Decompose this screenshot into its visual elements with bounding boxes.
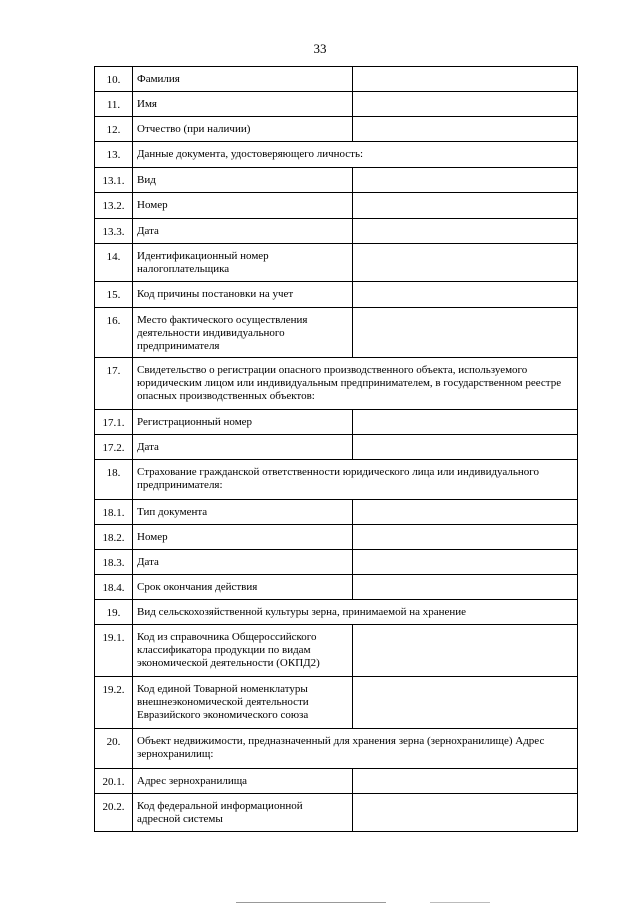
field-value-cell[interactable] [353,219,578,244]
scan-edge-line-2 [430,902,490,903]
row-number: 18.3. [95,550,133,575]
row-number: 12. [95,117,133,142]
row-number: 13.2. [95,193,133,219]
field-label: Дата [133,219,353,244]
field-value-cell[interactable] [353,500,578,525]
section-heading: Свидетельство о регистрации опасного производственного объекта, используемого юридическим лицом или индивидуальным предпринимателем, в государственном реестре опасных производственных объектов: [133,358,578,410]
form-field-row [95,193,578,219]
field-value-cell[interactable] [353,677,578,729]
field-value-cell[interactable] [353,435,578,460]
form-field-row [95,308,578,358]
form-field-row [95,794,578,832]
form-field-row [95,525,578,550]
form-field-row [95,282,578,308]
row-number: 14. [95,244,133,282]
row-number: 18. [95,460,133,500]
field-label: Код федеральной информационной адресной системы [133,794,353,832]
form-field-row [95,92,578,117]
field-label: Вид [133,168,353,193]
field-value-cell[interactable] [353,244,578,282]
form-field-row [95,410,578,435]
field-label: Идентификационный номер налогоплательщика [133,244,353,282]
section-heading: Страхование гражданской ответственности юридического лица или индивидуального предпринимателя: [133,460,578,500]
row-number: 19.1. [95,625,133,677]
field-label: Срок окончания действия [133,575,353,600]
section-heading: Объект недвижимости, предназначенный для хранения зерна (зернохранилище) Адрес зернохранилищ: [133,729,578,769]
form-field-row [95,117,578,142]
form-field-row [95,500,578,525]
section-heading: Вид сельскохозяйственной культуры зерна, принимаемой на хранение [133,600,578,625]
row-number: 17.2. [95,435,133,460]
field-value-cell[interactable] [353,92,578,117]
row-number: 10. [95,67,133,92]
row-number: 18.4. [95,575,133,600]
field-label: Код причины постановки на учет [133,282,353,308]
form-field-row [95,435,578,460]
field-value-cell[interactable] [353,282,578,308]
field-value-cell[interactable] [353,525,578,550]
scan-edge-line [236,902,386,903]
field-value-cell[interactable] [353,625,578,677]
row-number: 18.2. [95,525,133,550]
form-section-row [95,142,578,168]
field-value-cell[interactable] [353,550,578,575]
row-number: 17. [95,358,133,410]
row-number: 11. [95,92,133,117]
field-label: Тип документа [133,500,353,525]
field-value-cell[interactable] [353,67,578,92]
form-field-row [95,168,578,193]
registry-form-table [94,66,578,832]
field-value-cell[interactable] [353,575,578,600]
field-label: Код из справочника Общероссийского классификатора продукции по видам экономической деятельности (ОКПД2) [133,625,353,677]
field-value-cell[interactable] [353,769,578,794]
field-label: Дата [133,435,353,460]
form-field-row [95,219,578,244]
form-section-row [95,358,578,410]
field-value-cell[interactable] [353,410,578,435]
form-field-row [95,625,578,677]
form-section-row [95,460,578,500]
row-number: 13.1. [95,168,133,193]
form-field-row [95,575,578,600]
row-number: 13.3. [95,219,133,244]
form-field-row [95,769,578,794]
field-label: Фамилия [133,67,353,92]
field-value-cell[interactable] [353,193,578,219]
field-label: Регистрационный номер [133,410,353,435]
form-field-row [95,67,578,92]
field-label: Код единой Товарной номенклатуры внешнеэкономической деятельности Евразийского экономического союза [133,677,353,729]
form-field-row [95,550,578,575]
row-number: 16. [95,308,133,358]
form-section-row [95,600,578,625]
row-number: 20.1. [95,769,133,794]
field-label: Место фактического осуществления деятельности индивидуального предпринимателя [133,308,353,358]
field-value-cell[interactable] [353,168,578,193]
row-number: 19.2. [95,677,133,729]
field-label: Номер [133,193,353,219]
field-label: Адрес зернохранилища [133,769,353,794]
form-field-row [95,677,578,729]
form-section-row [95,729,578,769]
field-value-cell[interactable] [353,308,578,358]
row-number: 15. [95,282,133,308]
page-number: 33 [313,41,327,56]
row-number: 20.2. [95,794,133,832]
row-number: 20. [95,729,133,769]
row-number: 13. [95,142,133,168]
field-label: Номер [133,525,353,550]
field-value-cell[interactable] [353,794,578,832]
field-label: Отчество (при наличии) [133,117,353,142]
field-label: Имя [133,92,353,117]
form-field-row [95,244,578,282]
row-number: 19. [95,600,133,625]
field-label: Дата [133,550,353,575]
field-value-cell[interactable] [353,117,578,142]
row-number: 18.1. [95,500,133,525]
row-number: 17.1. [95,410,133,435]
section-heading: Данные документа, удостоверяющего личность: [133,142,578,168]
